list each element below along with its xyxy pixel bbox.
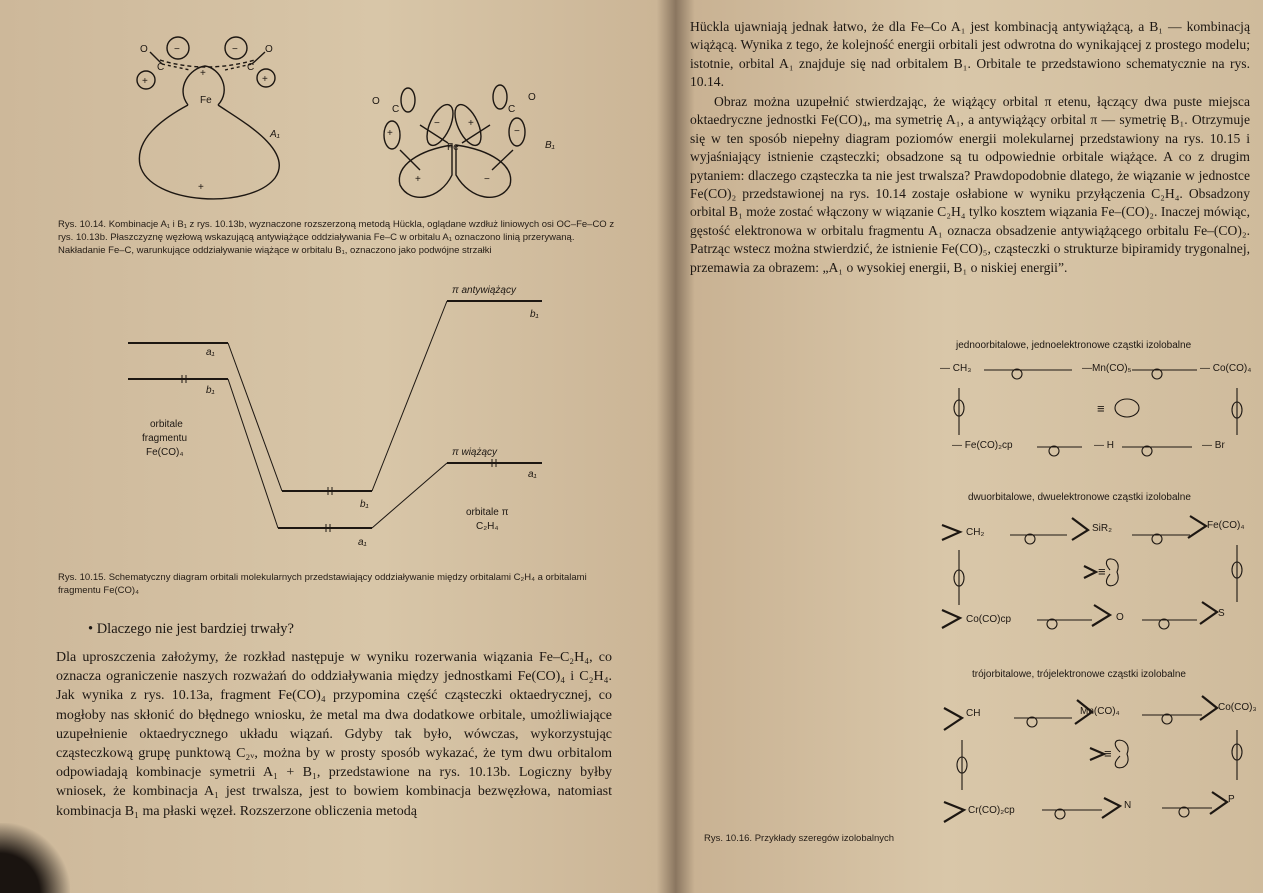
fe-lobe-large xyxy=(139,105,279,199)
label-c: C xyxy=(157,62,165,73)
figure-10-15 xyxy=(0,275,650,575)
page-shadow xyxy=(0,823,70,893)
label-pi-orbitals-2: C₂H₄ xyxy=(476,521,499,532)
label-pi-bonding: π wiążący xyxy=(452,447,498,458)
label-plus: + xyxy=(200,68,206,79)
label-plus: + xyxy=(387,128,393,139)
label-minus: − xyxy=(514,126,520,137)
left-paragraph: Dla uproszczenia założymy, że rozkład następuje w wyniku rozerwania wiązania Fe–C₂H₄, co oznacza ograniczenie naszych rozważań do oddziaływania między jednostkami Fe(CO)₄ i C₂H₄. Jak wynika z rys. 10.13a, fragment Fe(CO)₄ przypomina część cząsteczki oktaedrycznej, co mogłoby nas skłonić do błędnego wniosku, że metal ma dwa dodatkowe orbitale, umożliwiające uzupełnienie oktaedrycznego układu wiązań. Gdyby tak było, wówczas, wykorzystując cząsteczkową grupę punktową C₂ᵥ, można by w prosty sposób wykazać, że tym dwu orbitalom odpowiadają kombinacje symetrii A₁ + B₁, przedstawione na rys. 10.13b. Logiczny byłby wniosek, że kombinacja A₁ jest trwalsza, jest to bowiem kombinacja bezwęzłowa, natomiast kombinacja B₁ ma płaski węzeł. Rozszerzone obliczenia metodą xyxy=(56,650,612,819)
label-fragment-orbitals-3: Fe(CO)₄ xyxy=(146,447,184,458)
figure-10-14-caption: Rys. 10.14. Kombinacje A₁ i B₁ z rys. 10.13b, wyznaczone rozszerzoną metodą Hückla, oglądane wzdłuż liniowych osi OC–Fe–CO z rys. 10.13b. Płaszczyznę węzłową wskazującą antywiążące oddziaływania Fe–C w orbitalu A₁ oznaczono linią przerywaną. Nakładanie Fe–C, warunkujące oddziaływanie wiążące w orbitalu B₁, oznaczono jako podwójne strzałki xyxy=(58,219,615,256)
label-o: O xyxy=(372,96,380,107)
label-b1: b₁ xyxy=(206,385,215,396)
figure-10-16-caption: Rys. 10.16. Przykłady szeregów izolobalnych xyxy=(704,833,895,844)
bullet-question: • Dlaczego nie jest bardziej trwały? xyxy=(88,621,294,637)
label-pi-orbitals-1: orbitale π xyxy=(466,507,509,518)
label-b1: B₁ xyxy=(545,140,555,151)
isolobal-item: Fe(CO)₄ xyxy=(1207,520,1245,531)
label-c: C xyxy=(392,104,400,115)
label-plus: + xyxy=(142,76,148,87)
label-fe-left: Fe xyxy=(200,95,212,106)
label-plus: + xyxy=(415,174,421,185)
isolobal-item: Cr(CO)₂cp xyxy=(968,805,1015,816)
label-fe-right: Fe xyxy=(447,142,459,153)
isolobal-heading-3: trójorbitalowe, trójelektronowe cząstki izolobalne xyxy=(972,669,1186,680)
equiv-sign: ≡ xyxy=(1097,401,1105,416)
label-o: O xyxy=(140,44,148,55)
equiv-sign: ≡ xyxy=(1104,746,1112,761)
isolobal-item: — Co(CO)₄ xyxy=(1200,363,1252,374)
label-a1: a₁ xyxy=(528,469,537,480)
isolobal-item: O xyxy=(1116,612,1124,623)
right-paragraph-2: Obraz można uzupełnić stwierdzając, że wiążący orbital π etenu, łączący dwa puste miejsca oktaedryczne jednostki Fe(CO)₄, ma symetrię A₁, a antywiążący orbital π — symetrię B₁. Otrzymuje się w ten sposób niepełny diagram poziomów energii molekularnej przedstawiony na rys. 10.15 i wyjaśniający istnienie cząsteczki; obsadzone są tu odpowiednie orbitale wiążące. A co z drugim pytaniem: dlaczego cząsteczka ta nie jest trwalsza? Prawdopodobnie dlatego, że wiązanie w jednostce Fe(CO)₂ przedstawionej na rys. 10.14 zostaje osłabione w wyniku przyłączenia C₂H₄. Obsadzony orbital B₁ może zostać włączony w wiązanie C₂H₄ tylko kosztem wiązania Fe–(CO)₂. Inaczej mówiąc, gęstość elektronowa w orbitalu fragmentu A₁ oznacza obsadzenie antywiążącego orbitalu Fe–(CO)₂. Patrząc wstecz można stwierdzić, że istnienie Fe(CO)₅, cząsteczki o strukturze bipiramidy trygonalnej, przemawia za obrazem: „A₁ o wysokiej energii, B₁ o niskiej energii”. xyxy=(690,94,1250,275)
label-plus: + xyxy=(468,118,474,129)
label-pi-antibonding: π antywiążący xyxy=(452,285,516,296)
figure-10-16-graphics xyxy=(672,340,1263,860)
label-plus: + xyxy=(262,74,268,85)
label-a1: A₁ xyxy=(270,129,280,140)
label-fragment-orbitals-2: fragmentu xyxy=(142,433,188,444)
label-minus: − xyxy=(232,44,238,55)
isolobal-item: — CH₃ xyxy=(940,363,972,374)
label-c: C xyxy=(247,62,255,73)
isolobal-item: — Br xyxy=(1202,440,1225,451)
label-fragment-orbitals-1: orbitale xyxy=(150,419,183,430)
isolobal-item: Mn(CO)₄ xyxy=(1080,706,1120,717)
isolobal-heading-1: jednoorbitalowe, jednoelektronowe cząstki izolobalne xyxy=(956,340,1192,351)
fe-lobe-right xyxy=(456,145,511,197)
isolobal-heading-2: dwuorbitalowe, dwuelektronowe cząstki izolobalne xyxy=(968,492,1191,503)
right-paragraph-1: Hückla ujawniają jednak łatwo, że dla Fe–Co A₁ jest kombinacją antywiążącą, a B₁ — kombinacją wiążącą. Wynika z tego, że kolejność energii orbitali jest odwrotna do wynikającej z prostego modelu; istotnie, orbital A₁ znajduje się nad orbitalem B₁. Orbitale te przedstawiono schematycznie na rys. 10.14. xyxy=(690,19,1250,90)
isolobal-item: CH xyxy=(966,708,981,719)
figure-10-14 xyxy=(0,0,650,215)
figure-10-15-caption: Rys. 10.15. Schematyczny diagram orbitali molekularnych przedstawiający oddziaływanie między orbitalami C₂H₄ a orbitalami fragmentu Fe(CO)₄ xyxy=(58,572,587,596)
label-a1: a₁ xyxy=(358,537,367,548)
isolobal-item: — H xyxy=(1094,440,1114,451)
label-b1: b₁ xyxy=(360,499,369,510)
label-o: O xyxy=(265,44,273,55)
label-o: O xyxy=(528,92,536,103)
label-minus: − xyxy=(174,44,180,55)
isolobal-item: S xyxy=(1218,608,1225,619)
label-minus: − xyxy=(434,118,440,129)
isolobal-item: —Mn(CO)₅ xyxy=(1082,363,1132,374)
isolobal-item: Co(CO)₃ xyxy=(1218,702,1257,713)
label-a1: a₁ xyxy=(206,347,215,358)
fe-lobe-left xyxy=(399,145,452,197)
isolobal-item: P xyxy=(1228,794,1235,805)
right-page xyxy=(672,0,1263,893)
label-c: C xyxy=(508,104,516,115)
label-plus: + xyxy=(198,182,204,193)
isolobal-item: N xyxy=(1124,800,1132,811)
isolobal-item: — Fe(CO)₂cp xyxy=(952,440,1013,451)
isolobal-item: Co(CO)cp xyxy=(966,614,1012,625)
isolobal-item: CH₂ xyxy=(966,527,985,538)
label-b1: b₁ xyxy=(530,309,539,320)
label-minus: − xyxy=(484,174,490,185)
isolobal-item: SiR₂ xyxy=(1092,523,1112,534)
equiv-sign: ≡ xyxy=(1098,564,1106,579)
